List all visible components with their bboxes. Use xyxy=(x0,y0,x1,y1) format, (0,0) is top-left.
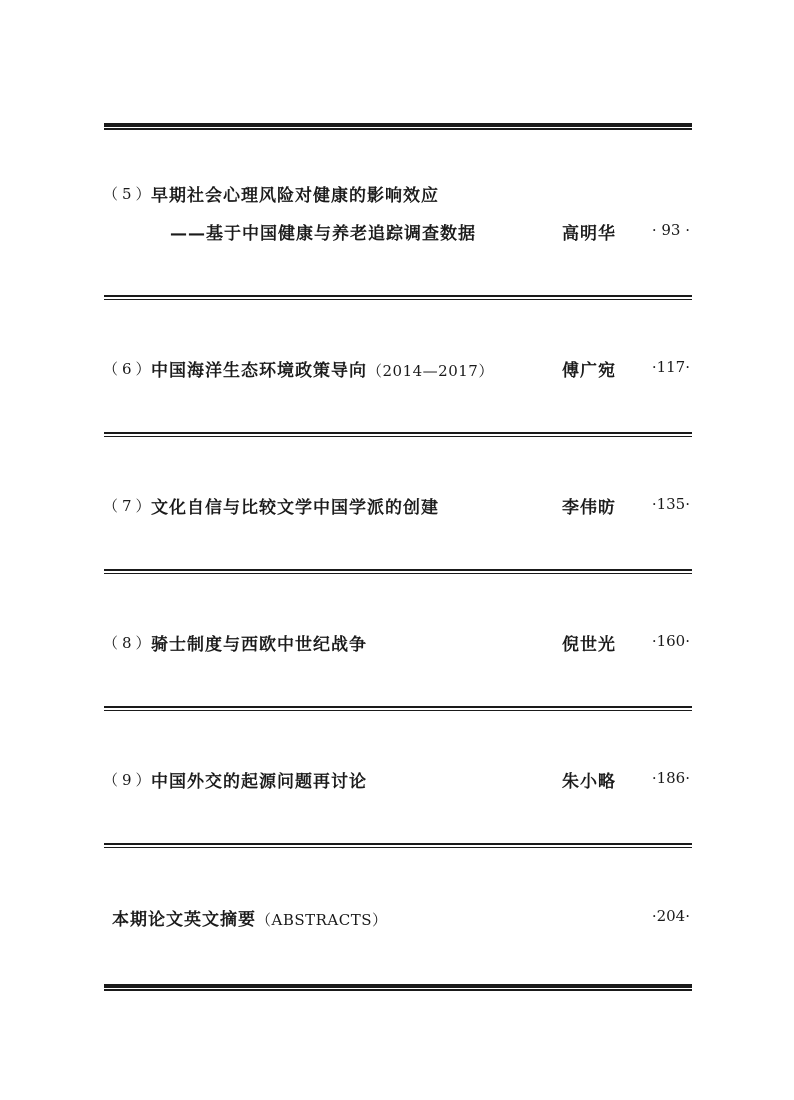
entry-title[interactable]: 中国外交的起源问题再讨论 xyxy=(151,772,367,792)
entry-author: 李伟昉 xyxy=(562,498,616,518)
entry-number: （8） xyxy=(103,634,155,652)
entry-subtitle: ——基于中国健康与养老追踪调查数据 xyxy=(170,224,476,244)
entry-author: 倪世光 xyxy=(562,635,616,655)
divider-rule xyxy=(104,432,692,437)
entry-number: （9） xyxy=(103,771,155,789)
entry-number: （6） xyxy=(103,360,155,378)
entry-title[interactable] xyxy=(151,356,494,381)
divider-rule xyxy=(104,569,692,574)
entry-page: ·135· xyxy=(651,495,690,513)
entry-page: · 93 · xyxy=(651,221,690,239)
entry-title-text: 中国海洋生态环境政策导向 xyxy=(151,361,367,381)
entry-title[interactable]: 骑士制度与西欧中世纪战争 xyxy=(151,635,367,655)
entry-author: 高明华 xyxy=(562,224,616,244)
entry-title-years: （2014—2017） xyxy=(367,362,494,380)
entry-page: ·186· xyxy=(651,769,690,787)
abstracts-title-text: 本期论文英文摘要 xyxy=(112,910,256,930)
entry-page: ·160· xyxy=(651,632,690,650)
entry-title[interactable]: 文化自信与比较文学中国学派的创建 xyxy=(151,498,439,518)
top-rule xyxy=(104,123,692,130)
abstracts-title[interactable] xyxy=(112,905,388,930)
entry-title[interactable]: 早期社会心理风险对健康的影响效应 xyxy=(151,186,439,206)
entry-number: （5） xyxy=(103,185,155,203)
entry-number: （7） xyxy=(103,497,155,515)
divider-rule xyxy=(104,843,692,848)
divider-rule xyxy=(104,295,692,300)
abstracts-title-paren: （ABSTRACTS） xyxy=(256,911,388,929)
divider-rule xyxy=(104,706,692,711)
bottom-rule xyxy=(104,984,692,991)
entry-author: 朱小略 xyxy=(562,772,616,792)
entry-page: ·117· xyxy=(651,358,690,376)
abstracts-page: ·204· xyxy=(651,907,690,925)
entry-author: 傅广宛 xyxy=(562,361,616,381)
